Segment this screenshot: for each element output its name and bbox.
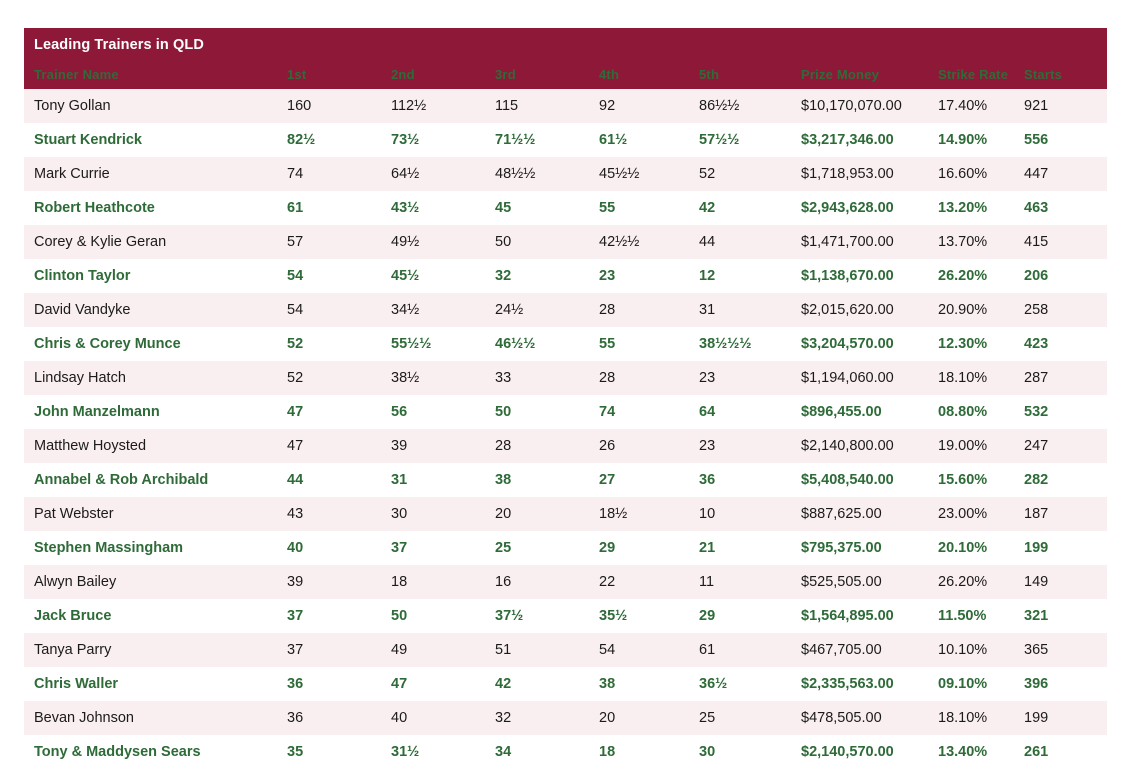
table-row[interactable] [24, 463, 1107, 497]
cell-strike-rate: 17.40% [928, 89, 1014, 123]
cell-starts: 247 [1014, 429, 1107, 463]
cell-3rd: 38 [485, 463, 589, 497]
cell-2nd: 38½ [381, 361, 485, 395]
cell-5th: 10 [689, 497, 791, 531]
cell-starts: 921 [1014, 89, 1107, 123]
cell-trainer-name: Pat Webster [24, 497, 277, 531]
cell-trainer-name: Matthew Hoysted [24, 429, 277, 463]
cell-4th: 42½½ [589, 225, 689, 259]
cell-4th: 23 [589, 259, 689, 293]
cell-1st: 39 [277, 565, 381, 599]
cell-strike-rate: 23.00% [928, 497, 1014, 531]
cell-trainer-name: Jack Bruce [24, 599, 277, 633]
cell-4th: 27 [589, 463, 689, 497]
cell-strike-rate: 26.20% [928, 259, 1014, 293]
cell-1st: 74 [277, 157, 381, 191]
cell-1st: 54 [277, 259, 381, 293]
cell-3rd: 115 [485, 89, 589, 123]
table-row[interactable] [24, 395, 1107, 429]
cell-5th: 23 [689, 361, 791, 395]
table-row[interactable] [24, 225, 1107, 259]
cell-strike-rate: 13.70% [928, 225, 1014, 259]
cell-3rd: 42 [485, 667, 589, 701]
table-header [24, 62, 1107, 89]
cell-trainer-name: John Manzelmann [24, 395, 277, 429]
cell-5th: 36½ [689, 667, 791, 701]
cell-2nd: 49 [381, 633, 485, 667]
cell-starts: 261 [1014, 735, 1107, 769]
cell-prize-money: $1,471,700.00 [791, 225, 928, 259]
cell-starts: 447 [1014, 157, 1107, 191]
cell-prize-money: $2,335,563.00 [791, 667, 928, 701]
cell-2nd: 43½ [381, 191, 485, 225]
cell-2nd: 31½ [381, 735, 485, 769]
column-header-5th: 5th [689, 62, 791, 89]
cell-3rd: 32 [485, 259, 589, 293]
cell-starts: 287 [1014, 361, 1107, 395]
cell-5th: 30 [689, 735, 791, 769]
cell-2nd: 112½ [381, 89, 485, 123]
cell-starts: 556 [1014, 123, 1107, 157]
cell-strike-rate: 12.30% [928, 327, 1014, 361]
cell-prize-money: $896,455.00 [791, 395, 928, 429]
column-header-1st: 1st [277, 62, 381, 89]
cell-2nd: 56 [381, 395, 485, 429]
cell-2nd: 45½ [381, 259, 485, 293]
cell-prize-money: $2,140,570.00 [791, 735, 928, 769]
table-row[interactable] [24, 191, 1107, 225]
cell-strike-rate: 16.60% [928, 157, 1014, 191]
cell-4th: 92 [589, 89, 689, 123]
cell-5th: 42 [689, 191, 791, 225]
cell-4th: 26 [589, 429, 689, 463]
cell-prize-money: $1,718,953.00 [791, 157, 928, 191]
cell-trainer-name: Tanya Parry [24, 633, 277, 667]
cell-prize-money: $467,705.00 [791, 633, 928, 667]
cell-trainer-name: Chris Waller [24, 667, 277, 701]
table-row[interactable] [24, 701, 1107, 735]
cell-4th: 20 [589, 701, 689, 735]
cell-3rd: 37½ [485, 599, 589, 633]
cell-4th: 18 [589, 735, 689, 769]
cell-3rd: 46½½ [485, 327, 589, 361]
cell-strike-rate: 26.20% [928, 565, 1014, 599]
cell-5th: 11 [689, 565, 791, 599]
cell-trainer-name: Lindsay Hatch [24, 361, 277, 395]
cell-4th: 55 [589, 191, 689, 225]
cell-5th: 12 [689, 259, 791, 293]
cell-1st: 37 [277, 599, 381, 633]
cell-2nd: 30 [381, 497, 485, 531]
cell-4th: 55 [589, 327, 689, 361]
cell-1st: 37 [277, 633, 381, 667]
cell-5th: 21 [689, 531, 791, 565]
cell-4th: 22 [589, 565, 689, 599]
cell-4th: 35½ [589, 599, 689, 633]
cell-starts: 282 [1014, 463, 1107, 497]
table-header-row [24, 62, 1107, 89]
cell-prize-money: $5,408,540.00 [791, 463, 928, 497]
cell-prize-money: $1,138,670.00 [791, 259, 928, 293]
table-row[interactable] [24, 361, 1107, 395]
cell-trainer-name: Stephen Massingham [24, 531, 277, 565]
cell-2nd: 64½ [381, 157, 485, 191]
cell-1st: 36 [277, 667, 381, 701]
cell-starts: 199 [1014, 531, 1107, 565]
cell-strike-rate: 14.90% [928, 123, 1014, 157]
cell-starts: 365 [1014, 633, 1107, 667]
cell-3rd: 34 [485, 735, 589, 769]
table-row[interactable] [24, 157, 1107, 191]
cell-strike-rate: 13.40% [928, 735, 1014, 769]
cell-2nd: 31 [381, 463, 485, 497]
cell-strike-rate: 18.10% [928, 701, 1014, 735]
column-header-3rd: 3rd [485, 62, 589, 89]
table-row[interactable] [24, 667, 1107, 701]
cell-prize-money: $2,943,628.00 [791, 191, 928, 225]
column-header-prize-money: Prize Money [791, 62, 928, 89]
cell-prize-money: $1,564,895.00 [791, 599, 928, 633]
cell-starts: 187 [1014, 497, 1107, 531]
table-row[interactable] [24, 429, 1107, 463]
cell-strike-rate: 10.10% [928, 633, 1014, 667]
cell-prize-money: $3,217,346.00 [791, 123, 928, 157]
cell-trainer-name: Clinton Taylor [24, 259, 277, 293]
cell-2nd: 55½½ [381, 327, 485, 361]
cell-strike-rate: 08.80% [928, 395, 1014, 429]
cell-starts: 206 [1014, 259, 1107, 293]
cell-3rd: 24½ [485, 293, 589, 327]
cell-trainer-name: Mark Currie [24, 157, 277, 191]
cell-starts: 199 [1014, 701, 1107, 735]
cell-trainer-name: Annabel & Rob Archibald [24, 463, 277, 497]
cell-4th: 54 [589, 633, 689, 667]
cell-5th: 61 [689, 633, 791, 667]
cell-starts: 258 [1014, 293, 1107, 327]
cell-5th: 25 [689, 701, 791, 735]
cell-5th: 29 [689, 599, 791, 633]
cell-4th: 45½½ [589, 157, 689, 191]
cell-2nd: 37 [381, 531, 485, 565]
cell-trainer-name: Robert Heathcote [24, 191, 277, 225]
table-row[interactable] [24, 735, 1107, 769]
cell-strike-rate: 18.10% [928, 361, 1014, 395]
cell-1st: 36 [277, 701, 381, 735]
table-row[interactable] [24, 565, 1107, 599]
cell-4th: 61½ [589, 123, 689, 157]
cell-2nd: 34½ [381, 293, 485, 327]
cell-prize-money: $2,140,800.00 [791, 429, 928, 463]
cell-3rd: 50 [485, 395, 589, 429]
cell-prize-money: $478,505.00 [791, 701, 928, 735]
cell-3rd: 71½½ [485, 123, 589, 157]
cell-prize-money: $887,625.00 [791, 497, 928, 531]
cell-5th: 36 [689, 463, 791, 497]
table-row[interactable] [24, 497, 1107, 531]
cell-2nd: 18 [381, 565, 485, 599]
cell-trainer-name: Tony Gollan [24, 89, 277, 123]
cell-1st: 61 [277, 191, 381, 225]
cell-trainer-name: Corey & Kylie Geran [24, 225, 277, 259]
cell-2nd: 47 [381, 667, 485, 701]
cell-3rd: 16 [485, 565, 589, 599]
cell-2nd: 49½ [381, 225, 485, 259]
column-header-trainer-name: Trainer Name [24, 62, 277, 89]
cell-starts: 423 [1014, 327, 1107, 361]
cell-starts: 415 [1014, 225, 1107, 259]
cell-prize-money: $525,505.00 [791, 565, 928, 599]
cell-5th: 31 [689, 293, 791, 327]
cell-2nd: 73½ [381, 123, 485, 157]
cell-strike-rate: 13.20% [928, 191, 1014, 225]
cell-3rd: 50 [485, 225, 589, 259]
cell-strike-rate: 19.00% [928, 429, 1014, 463]
cell-prize-money: $1,194,060.00 [791, 361, 928, 395]
cell-3rd: 33 [485, 361, 589, 395]
column-header-2nd: 2nd [381, 62, 485, 89]
cell-5th: 57½½ [689, 123, 791, 157]
cell-1st: 35 [277, 735, 381, 769]
cell-4th: 38 [589, 667, 689, 701]
cell-starts: 463 [1014, 191, 1107, 225]
cell-1st: 82½ [277, 123, 381, 157]
table-row[interactable] [24, 531, 1107, 565]
cell-prize-money: $3,204,570.00 [791, 327, 928, 361]
cell-3rd: 28 [485, 429, 589, 463]
cell-5th: 38½½½ [689, 327, 791, 361]
cell-prize-money: $10,170,070.00 [791, 89, 928, 123]
cell-starts: 532 [1014, 395, 1107, 429]
cell-3rd: 25 [485, 531, 589, 565]
cell-starts: 149 [1014, 565, 1107, 599]
cell-trainer-name: David Vandyke [24, 293, 277, 327]
table-row[interactable] [24, 327, 1107, 361]
cell-5th: 52 [689, 157, 791, 191]
column-header-starts: Starts [1014, 62, 1107, 89]
cell-starts: 321 [1014, 599, 1107, 633]
leading-trainers-table [24, 62, 1107, 769]
cell-4th: 29 [589, 531, 689, 565]
cell-trainer-name: Bevan Johnson [24, 701, 277, 735]
table-body [24, 89, 1107, 769]
cell-strike-rate: 11.50% [928, 599, 1014, 633]
cell-trainer-name: Chris & Corey Munce [24, 327, 277, 361]
cell-3rd: 32 [485, 701, 589, 735]
cell-1st: 52 [277, 361, 381, 395]
table-row[interactable] [24, 89, 1107, 123]
cell-2nd: 50 [381, 599, 485, 633]
table-row[interactable] [24, 123, 1107, 157]
cell-3rd: 51 [485, 633, 589, 667]
cell-trainer-name: Tony & Maddysen Sears [24, 735, 277, 769]
cell-strike-rate: 20.90% [928, 293, 1014, 327]
cell-1st: 47 [277, 429, 381, 463]
cell-5th: 44 [689, 225, 791, 259]
cell-1st: 160 [277, 89, 381, 123]
table-row[interactable] [24, 599, 1107, 633]
table-row[interactable] [24, 633, 1107, 667]
cell-5th: 86½½ [689, 89, 791, 123]
table-row[interactable] [24, 293, 1107, 327]
cell-4th: 18½ [589, 497, 689, 531]
cell-5th: 23 [689, 429, 791, 463]
cell-trainer-name: Alwyn Bailey [24, 565, 277, 599]
cell-5th: 64 [689, 395, 791, 429]
cell-1st: 54 [277, 293, 381, 327]
cell-2nd: 40 [381, 701, 485, 735]
cell-3rd: 20 [485, 497, 589, 531]
cell-starts: 396 [1014, 667, 1107, 701]
table-row[interactable] [24, 259, 1107, 293]
cell-4th: 28 [589, 361, 689, 395]
cell-prize-money: $2,015,620.00 [791, 293, 928, 327]
leaderboard-table-container [24, 28, 1107, 769]
cell-1st: 57 [277, 225, 381, 259]
cell-strike-rate: 09.10% [928, 667, 1014, 701]
cell-1st: 52 [277, 327, 381, 361]
cell-1st: 43 [277, 497, 381, 531]
cell-prize-money: $795,375.00 [791, 531, 928, 565]
cell-1st: 40 [277, 531, 381, 565]
column-header-4th: 4th [589, 62, 689, 89]
table-title: Leading Trainers in QLD [24, 28, 1107, 62]
cell-1st: 47 [277, 395, 381, 429]
cell-3rd: 45 [485, 191, 589, 225]
cell-3rd: 48½½ [485, 157, 589, 191]
column-header-strike-rate: Strike Rate [928, 62, 1014, 89]
cell-4th: 74 [589, 395, 689, 429]
cell-2nd: 39 [381, 429, 485, 463]
cell-4th: 28 [589, 293, 689, 327]
cell-strike-rate: 15.60% [928, 463, 1014, 497]
cell-trainer-name: Stuart Kendrick [24, 123, 277, 157]
cell-strike-rate: 20.10% [928, 531, 1014, 565]
cell-1st: 44 [277, 463, 381, 497]
